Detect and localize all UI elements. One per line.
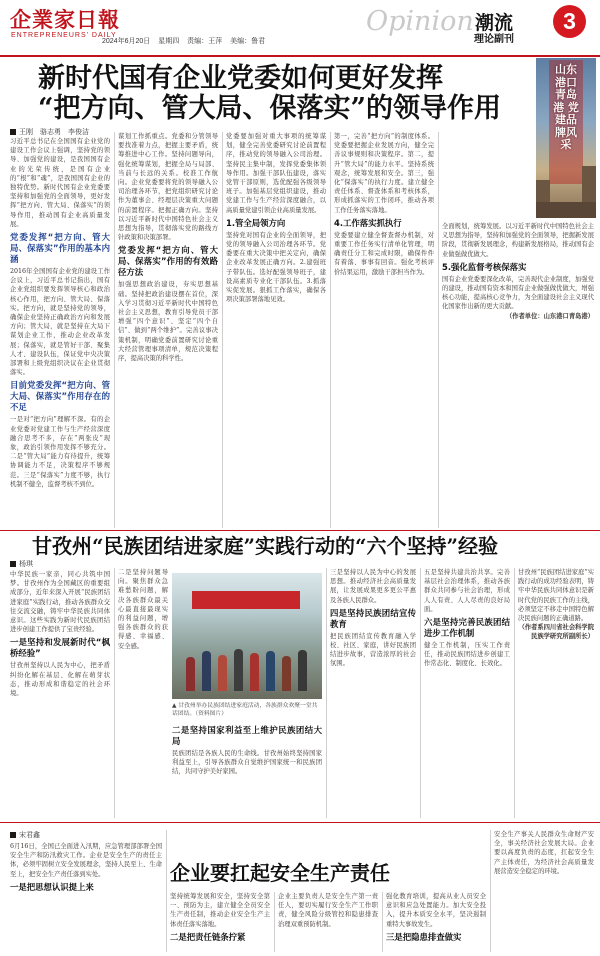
article2-paragraph: 民族团结是各族人民的生命线。甘孜州始终坚持国家利益至上，引导各族群众自觉维护国家统一和民族团结，共同守护美好家园。 <box>172 750 322 776</box>
article3-headline: 企业要扛起安全生产责任 <box>170 861 390 885</box>
article2-photo <box>172 573 322 699</box>
article1-byline: 王刚 骆志勇 李俊洁 <box>10 127 89 137</box>
article3-subhead-3: 三是把隐患排查做实 <box>386 931 462 942</box>
article1-paragraph: 党委要加强对重大事项的统筹谋划，健全完善党委研究讨论前置程序，推动党的领导融入公司治理。坚持民主集中制，发挥党委集体领导作用。加强干部队伍建设，落实党管干部原则，选优配强各级领导班子。加强基层党组织建设，推动党建工作与生产经营深度融合，以高质量党建引领企业高质量发展。 <box>226 133 326 214</box>
article2-paragraph: 甘孜州坚持以人民为中心，把矛盾纠纷化解在基层、化解在萌芽状态，推动形成和谐稳定的社会环境。 <box>10 662 110 698</box>
article2-subhead-2: 二是坚持国家利益至上维护民族团结大局 <box>172 725 322 746</box>
section-name-en: Opinion <box>366 6 474 37</box>
article1-paragraph: 2016年全国国有企业党的建设工作会议上，习近平总书记指出，国有企业党组织要发挥领导核心和政治核心作用，把方向、管大局、保落实。把方向，就是坚持党的领导，确保企业坚持正确政治方向和发展方向；管大局，就是坚持在大局下谋划企业工作，推动企业改革发展；保落实，就是管好干部、聚集人才、建设队伍，保证党中央决策部署和上级党组织决议在企业贯彻落实。 <box>10 268 110 377</box>
article3-column-3 <box>278 892 378 952</box>
article3-byline: 宋君鑫 <box>10 830 40 840</box>
article2-paragraph: 中华民族一家亲，同心共筑中国梦。甘孜州作为全国藏区的重要组成部分，近年来深入开展“民族团结进家庭”实践行动，推动各族群众交往交流交融，铸牢中华民族共同体意识。这些实践为新时代民族团结进步创建工作提供了宝贵经验。 <box>10 571 110 634</box>
article2-column-1 <box>10 570 110 818</box>
article1-paragraph: 坚持党对国有企业的全面领导，把党的领导融入公司治理各环节。党委要在重大决策中把关定向，确保企业改革发展正确方向。2.建强班子带队伍。选好配强领导班子，建设高素质专业化干部队伍。3.抓落实促发展。狠抓工作落实，确保各项决策部署落地见效。 <box>226 231 326 304</box>
article2-paragraph: 健全工作机制，压实工作责任，推动民族团结进步创建工作常态化、制度化、长效化。 <box>424 642 510 668</box>
issue-info <box>102 36 271 46</box>
article1-column-2 <box>118 132 218 528</box>
article-divider <box>0 822 600 823</box>
article1-subhead-2: 目前党委发挥“把方向、管大局、保落实”作用存在的不足 <box>10 380 110 413</box>
article1-headline-line1: 新时代国有企业党委如何更好发挥 <box>38 63 443 94</box>
article1-paragraph: 第一，完善“把方向”的制度体系。党委要把握企业发展方向，健全完善议事规则和决策程序。第二，提升“管大局”的能力水平。坚持系统观念，统筹发展和安全。第三，强化“保落实”的执行力度。建立健全责任体系、督查体系和考核体系，形成抓落实的工作闭环，推动各项工作任务落实落地。 <box>334 133 434 214</box>
article1-headline-line2: “把方向、管大局、保落实”的领导作用 <box>38 93 502 125</box>
section-subtitle: 理论副刊 <box>474 34 514 45</box>
article1-column-4 <box>334 132 434 528</box>
article1-column-5 <box>442 222 594 528</box>
article1-intro: 习近平总书记在全国国有企业党的建设工作会议上强调，坚持党的领导、加强党的建设，是我国国有企业的光荣传统，是国有企业的“根”和“魂”，是我国国有企业的独特优势。新时代国有企业党委要坚持和加强党的全面领导，更好发挥“把方向、管大局、保落实”的领导作用，推动国有企业高质量发展。 <box>10 138 110 228</box>
article1-paragraph: 一是对“把方向”理解不深。有的企业党委对党建工作与生产经营深度融合思考不多，存在“两张皮”现象，政治引领作用发挥不够充分。二是“管大局”能力有待提升，统筹协调能力不足，决策程序不够规范。三是“保落实”力度不够，执行机制不健全，监督考核不到位。 <box>10 416 110 488</box>
photo-banner <box>192 591 300 609</box>
article1-headline <box>38 64 501 124</box>
issue-date: 2024年6月20日 <box>102 38 151 45</box>
article1-subhead-6: 5.强化监督考核保落实 <box>442 261 527 272</box>
article1-column-1 <box>10 137 110 529</box>
paper-name: 企業家日報 <box>10 7 120 32</box>
article1-subhead-4: 1.管全局领方向 <box>226 217 286 228</box>
article1-author-note: （作者单位：山东港口青岛港） <box>505 312 594 320</box>
article3-column-1 <box>10 842 162 952</box>
article3-subhead-1: 一是把思想认识提上来 <box>10 881 94 892</box>
article1-subhead-5: 4.工作落实抓执行 <box>334 217 402 228</box>
photo-caption: 山东港口青岛港 党建品牌风采 <box>553 63 579 151</box>
article2-subhead-3: 四是坚持民族团结宣传教育 <box>330 607 416 629</box>
article2-byline: 杨琪 <box>10 559 33 569</box>
article2-column-2 <box>118 568 168 818</box>
article2-author-note: （作者系四川省社会科学院民族学研究所副所长） <box>518 624 594 641</box>
article2-column-4 <box>424 568 510 818</box>
article2-paragraph: 三是坚持以人民为中心的发展思想。推动经济社会高质量发展，让发展成果更多更公平惠及各族人民群众。 <box>330 569 416 604</box>
issue-design: 美编：鲁君 <box>230 38 266 45</box>
section-name-cn: 潮流 <box>475 12 514 34</box>
masthead <box>0 0 600 56</box>
article3-column-2 <box>170 892 270 952</box>
article1-paragraph: 党委要建立健全督查督办机制，对重要工作任务实行清单化管理，明确责任分工和完成时限，确保件件有着落、事事有回音。强化考核评价结果运用，激励干部担当作为。 <box>334 231 434 276</box>
article3-paragraph: 6月16日，全国已全面进入汛期，应急管理部部署全国安全生产和防汛救灾工作。企业是安全生产的责任主体，必须牢固树立安全发展理念，坚持人民至上、生命至上，把安全生产责任落到实处。 <box>10 843 162 878</box>
article2-paragraph: 把民族团结宣传教育融入学校、社区、家庭，讲好民族团结进步故事，营造浓厚的社会氛围。 <box>330 632 416 668</box>
article1-column-3 <box>226 132 326 528</box>
article3-paragraph: 强化教育培训，提高从业人员安全意识和应急处置能力。加大安全投入，提升本质安全水平，坚决遏制重特大事故发生。 <box>386 893 486 928</box>
article1-paragraph: 谋划工作抓重点。党委和分管领导要找准着力点，把握主要矛盾，统筹推进中心工作。坚持问题导向，强化统筹谋划，把握全局与局部、当前与长远的关系。校准工作航向。企业党委要将党的领导融入公司治理各环节，把党组织研究讨论作为董事会、经理层决策重大问题的前置程序。把握正确方向。坚持以习近平新时代中国特色社会主义思想为指导，贯彻落实党的路线方针政策和决策部署。 <box>118 133 218 242</box>
article1-paragraph: 加强思想政治建设，夯实思想基础。坚持把政治建设摆在首位，深入学习贯彻习近平新时代中国特色社会主义思想，教育引导党员干部增强“四个意识”、坚定“四个自信”、做到“两个维护”。完善议事决策机制，明确党委前置研究讨论重大经营管理事项清单，规范决策程序，提高决策的科学性。 <box>118 281 218 363</box>
article2-subhead-1: 一是坚持和发展新时代“枫桥经验” <box>10 637 110 659</box>
article2-paragraph: 二是坚持问题导向。聚焦群众急难愁盼问题，解决各族群众最关心最直接最现实的利益问题，增强各族群众的获得感、幸福感、安全感。 <box>118 569 168 650</box>
masthead-divider <box>0 55 600 57</box>
article1-subhead-3: 党委发挥“把方向、管大局、保落实”作用的有效路径方法 <box>118 245 218 278</box>
article1-photo <box>536 58 596 218</box>
article2-column-3 <box>330 568 416 818</box>
byline-marker-icon <box>10 129 16 135</box>
byline-marker-icon <box>10 561 16 567</box>
issue-editor: 责编：王萍 <box>187 38 223 45</box>
article2-subhead-4: 六是坚持完善民族团结进步工作机制 <box>424 617 510 639</box>
article2-column-2b <box>172 722 322 818</box>
byline-marker-icon <box>10 832 16 838</box>
paper-name-en: ENTREPRENEURS' DAILY <box>11 32 117 39</box>
page-number-badge: 3 <box>553 5 586 38</box>
article3-column-4 <box>386 892 486 952</box>
article1-subhead-1: 党委发挥“把方向、管大局、保落实”作用的基本内涵 <box>10 232 110 265</box>
article2-paragraph: 甘孜州“民族团结进家庭”实践行动的成功经验表明，铸牢中华民族共同体意识是新时代党的民族工作的主线，必须坚定不移走中国特色解决民族问题的正确道路。 <box>518 569 594 623</box>
article3-paragraph: 企业主要负责人是安全生产第一责任人，要切实履行安全生产工作职责，健全风险分级管控和隐患排查治理双重预防机制。 <box>278 893 378 928</box>
article3-subhead-2: 二是把责任链条拧紧 <box>170 931 246 942</box>
article2-paragraph: 五是坚持共建共治共享。完善基层社会治理体系，推动各族群众共同参与社会治理，形成人人有责、人人尽责的良好局面。 <box>424 569 510 613</box>
article2-headline: 甘孜州“民族团结进家庭”实践行动的“六个坚持”经验 <box>32 534 499 558</box>
article-divider <box>0 530 600 531</box>
article1-paragraph: 国有企业党委要深化改革，完善现代企业制度，加强党的建设，推动国有资本和国有企业做强做优做大，增强核心功能，提高核心竞争力，为全面建设社会主义现代化国家作出新的更大贡献。 <box>442 275 594 311</box>
article1-paragraph: 全面规划，统筹发展。以习近平新时代中国特色社会主义思想为指导，坚持和加强党的全面领导，把握新发展阶段，贯彻新发展理念，构建新发展格局，推动国有企业做强做优做大。 <box>442 223 594 258</box>
article3-paragraph: 安全生产事关人民群众生命财产安全，事关经济社会发展大局。企业要以高度负责的态度，扛起安全生产主体责任，为经济社会高质量发展营造安全稳定的环境。 <box>494 831 594 875</box>
issue-weekday: 星期四 <box>158 38 180 45</box>
article2-photo-caption: ▲ 甘孜州举办民族团结进家庭活动，各族群众欢聚一堂共话团结。（资料图片） <box>172 703 318 717</box>
article2-column-5 <box>518 568 594 818</box>
article3-column-5 <box>494 830 594 952</box>
article3-paragraph: 坚持统筹发展和安全，坚持安全第一、预防为主，建立健全全员安全生产责任制，推动企业安全生产主体责任落实落地。 <box>170 893 270 928</box>
